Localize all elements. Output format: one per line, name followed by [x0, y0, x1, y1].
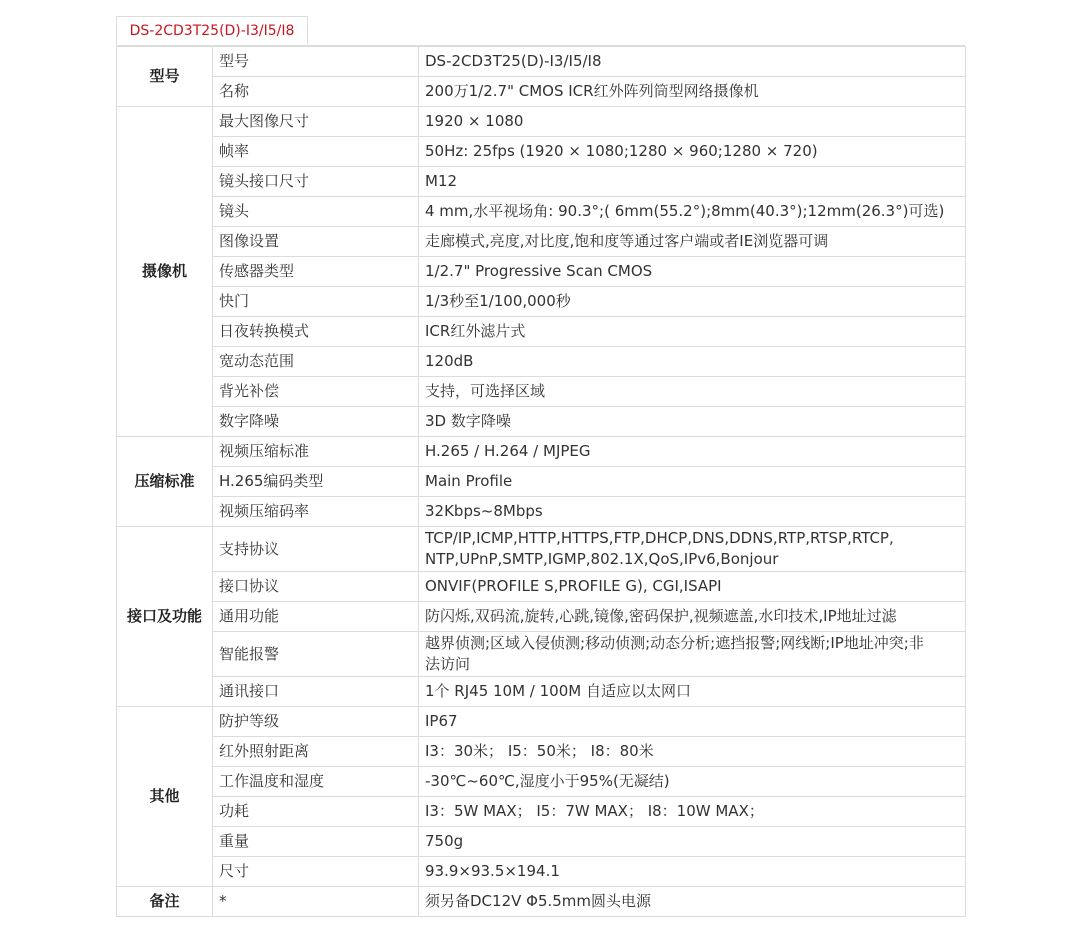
- param-name: 红外照射距离: [213, 737, 419, 767]
- param-value: 50Hz: 25fps (1920 × 1080;1280 × 960;1280 × 720): [419, 137, 966, 167]
- group-label: 其他: [117, 707, 213, 887]
- param-name: 视频压缩标准: [213, 437, 419, 467]
- param-value: 200万1/2.7" CMOS ICR红外阵列筒型网络摄像机: [419, 77, 966, 107]
- spec-row: [117, 377, 966, 407]
- param-value: I3：5W MAX； I5：7W MAX； I8：10W MAX；: [419, 797, 966, 827]
- group-label: 接口及功能: [117, 527, 213, 707]
- spec-row: [117, 317, 966, 347]
- spec-row: [117, 707, 966, 737]
- spec-row: [117, 407, 966, 437]
- spec-row: [117, 827, 966, 857]
- spec-row: [117, 737, 966, 767]
- spec-row: [117, 347, 966, 377]
- param-name: 背光补偿: [213, 377, 419, 407]
- spec-row: [117, 437, 966, 467]
- spec-row: [117, 47, 966, 77]
- param-name: 通讯接口: [213, 677, 419, 707]
- spec-row: [117, 77, 966, 107]
- param-name: 日夜转换模式: [213, 317, 419, 347]
- group-label: 压缩标准: [117, 437, 213, 527]
- param-name: 镜头接口尺寸: [213, 167, 419, 197]
- spec-row: [117, 137, 966, 167]
- group-label: 备注: [117, 887, 213, 917]
- group-label: 型号: [117, 47, 213, 107]
- param-value: 4 mm,水平视场角: 90.3°;( 6mm(55.2°);8mm(40.3°);12mm(26.3°)可选): [419, 197, 966, 227]
- spec-row: [117, 167, 966, 197]
- param-value: Main Profile: [419, 467, 966, 497]
- param-value: 走廊模式,亮度,对比度,饱和度等通过客户端或者IE浏览器可调: [419, 227, 966, 257]
- param-name: 尺寸: [213, 857, 419, 887]
- param-value: 32Kbps~8Mbps: [419, 497, 966, 527]
- param-name: 通用功能: [213, 602, 419, 632]
- spec-row: [117, 467, 966, 497]
- param-name: 视频压缩码率: [213, 497, 419, 527]
- spec-row: [117, 227, 966, 257]
- param-value: H.265 / H.264 / MJPEG: [419, 437, 966, 467]
- spec-row: [117, 572, 966, 602]
- param-name: 传感器类型: [213, 257, 419, 287]
- param-name: 快门: [213, 287, 419, 317]
- param-name: 镜头: [213, 197, 419, 227]
- param-value: 750g: [419, 827, 966, 857]
- spec-table: [116, 46, 966, 917]
- param-value: 93.9×93.5×194.1: [419, 857, 966, 887]
- param-name: 帧率: [213, 137, 419, 167]
- spec-row: [117, 107, 966, 137]
- spec-row: [117, 287, 966, 317]
- param-name: 接口协议: [213, 572, 419, 602]
- spec-row: [117, 767, 966, 797]
- spec-row: [117, 632, 966, 677]
- spec-row: [117, 257, 966, 287]
- spec-row: [117, 197, 966, 227]
- param-value: TCP/IP,ICMP,HTTP,HTTPS,FTP,DHCP,DNS,DDNS,RTP,RTSP,RTCP, NTP,UPnP,SMTP,IGMP,802.1X,QoS,IPv6,Bonjour: [419, 527, 966, 572]
- param-name: 数字降噪: [213, 407, 419, 437]
- param-value: I3：30米； I5：50米； I8：80米: [419, 737, 966, 767]
- param-value: DS-2CD3T25(D)-I3/I5/I8: [419, 47, 966, 77]
- param-value: 1/3秒至1/100,000秒: [419, 287, 966, 317]
- tab-strip: [116, 16, 965, 46]
- spec-row: [117, 497, 966, 527]
- param-value: M12: [419, 167, 966, 197]
- param-name: *: [213, 887, 419, 917]
- param-name: 名称: [213, 77, 419, 107]
- spec-row: [117, 887, 966, 917]
- spec-row: [117, 602, 966, 632]
- param-value: ICR红外滤片式: [419, 317, 966, 347]
- param-value: -30℃~60℃,湿度小于95%(无凝结): [419, 767, 966, 797]
- param-value: 支持，可选择区域: [419, 377, 966, 407]
- param-name: 智能报警: [213, 632, 419, 677]
- param-value: 1920 × 1080: [419, 107, 966, 137]
- param-name: H.265编码类型: [213, 467, 419, 497]
- param-value: 须另备DC12V Φ5.5mm圆头电源: [419, 887, 966, 917]
- spec-row: [117, 797, 966, 827]
- spec-row: [117, 857, 966, 887]
- param-name: 工作温度和湿度: [213, 767, 419, 797]
- param-name: 图像设置: [213, 227, 419, 257]
- param-name: 型号: [213, 47, 419, 77]
- param-value: 1个 RJ45 10M / 100M 自适应以太网口: [419, 677, 966, 707]
- param-value: 120dB: [419, 347, 966, 377]
- spec-row: [117, 677, 966, 707]
- param-name: 重量: [213, 827, 419, 857]
- param-name: 防护等级: [213, 707, 419, 737]
- param-name: 最大图像尺寸: [213, 107, 419, 137]
- param-name: 功耗: [213, 797, 419, 827]
- tab-model[interactable]: DS-2CD3T25(D)-I3/I5/I8: [116, 16, 308, 45]
- param-value: ONVIF(PROFILE S,PROFILE G), CGI,ISAPI: [419, 572, 966, 602]
- spec-table-body: [117, 47, 966, 917]
- param-value: 防闪烁,双码流,旋转,心跳,镜像,密码保护,视频遮盖,水印技术,IP地址过滤: [419, 602, 966, 632]
- group-label: 摄像机: [117, 107, 213, 437]
- spec-row: [117, 527, 966, 572]
- param-value: IP67: [419, 707, 966, 737]
- param-value: 3D 数字降噪: [419, 407, 966, 437]
- param-value: 越界侦测;区域入侵侦测;移动侦测;动态分析;遮挡报警;网线断;IP地址冲突;非 法访问: [419, 632, 966, 677]
- param-value: 1/2.7" Progressive Scan CMOS: [419, 257, 966, 287]
- param-name: 宽动态范围: [213, 347, 419, 377]
- param-name: 支持协议: [213, 527, 419, 572]
